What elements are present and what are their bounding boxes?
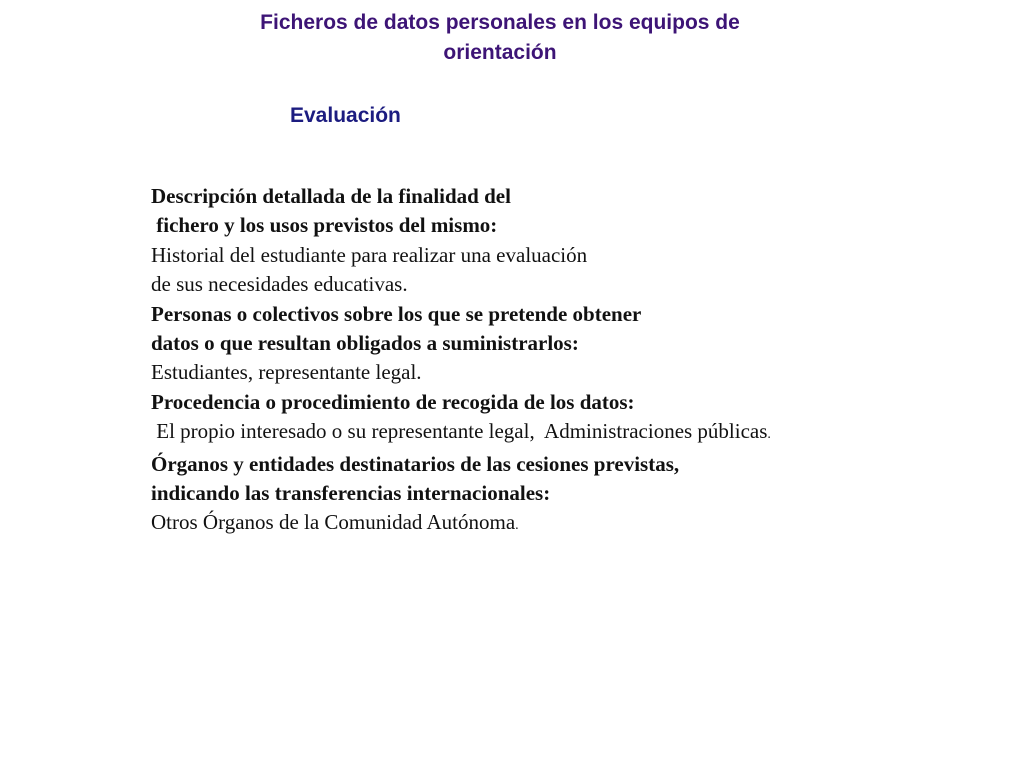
purpose-heading-line-2: fichero y los usos previstos del mismo: xyxy=(151,213,498,238)
slide-body xyxy=(151,182,1011,541)
origin-text xyxy=(151,417,1011,449)
purpose-heading-line-1: Descripción detallada de la finalidad del xyxy=(151,184,511,208)
recipients-text xyxy=(151,508,1011,540)
recipients-text-period: . xyxy=(515,518,519,534)
persons-text: Estudiantes, representante legal. xyxy=(151,360,422,385)
slide-subtitle: Evaluación xyxy=(290,104,401,127)
origin-text-period: . xyxy=(767,427,771,443)
recipients-heading-line-2: indicando las transferencias internacionales: xyxy=(151,481,551,506)
purpose-text-line-2: de sus necesidades educativas. xyxy=(151,272,408,297)
origin-heading: Procedencia o procedimiento de recogida de los datos: xyxy=(151,389,635,414)
purpose-text-line-1: Historial del estudiante para realizar una evaluación xyxy=(151,242,588,267)
slide-title-line-1: Ficheros de datos personales en los equipos de xyxy=(260,11,740,34)
recipients-heading-line-1: Órganos y entidades destinatarios de las cesiones previstas, xyxy=(151,451,680,476)
origin-text-body: El propio interesado o su representante legal, Administraciones públicas xyxy=(151,419,768,444)
persons-heading-line-1: Personas o colectivos sobre los que se pretende obtener xyxy=(151,301,642,326)
recipients-text-body: Otros Órganos de la Comunidad Autónoma xyxy=(151,510,516,535)
persons-heading-line-2: datos o que resultan obligados a suministrarlos: xyxy=(151,331,579,356)
slide-title-line-2: orientación xyxy=(443,41,557,64)
slide-title xyxy=(150,8,850,68)
